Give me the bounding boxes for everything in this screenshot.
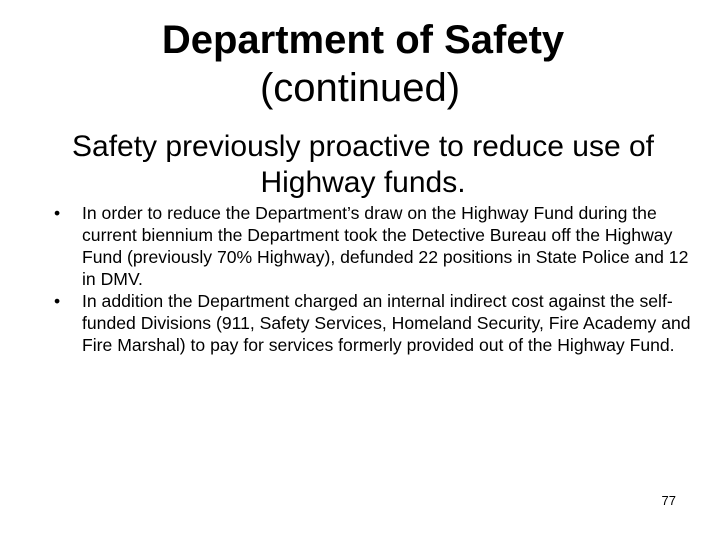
bullet-text: In order to reduce the Department’s draw on the Highway Fund during the current biennium the Department took the Detective Bureau off the Highway Fund (previously 70% Highway), defunded 22 positions in State Police and 12 in DMV. (82, 203, 689, 289)
bullet-text: In addition the Department charged an internal indirect cost against the self-funded Divisions (911, Safety Services, Homeland Security, Fire Academy and Fire Marshal) to pay for services formerly provided out of the Highway Fund. (82, 291, 691, 355)
slide-title (0, 16, 720, 112)
slide-title-line-2: (continued) (259, 66, 461, 110)
page-number: 77 (661, 493, 676, 508)
bullet-icon: • (54, 291, 61, 311)
slide-title-line-1: Department of Safety (161, 18, 565, 62)
slide-subtitle: Safety previously proactive to reduce use of Highway funds. (72, 130, 654, 199)
bullet-list (54, 202, 694, 356)
bullet-icon: • (54, 203, 61, 223)
bullet-item (54, 290, 694, 356)
bullet-item (54, 202, 694, 290)
